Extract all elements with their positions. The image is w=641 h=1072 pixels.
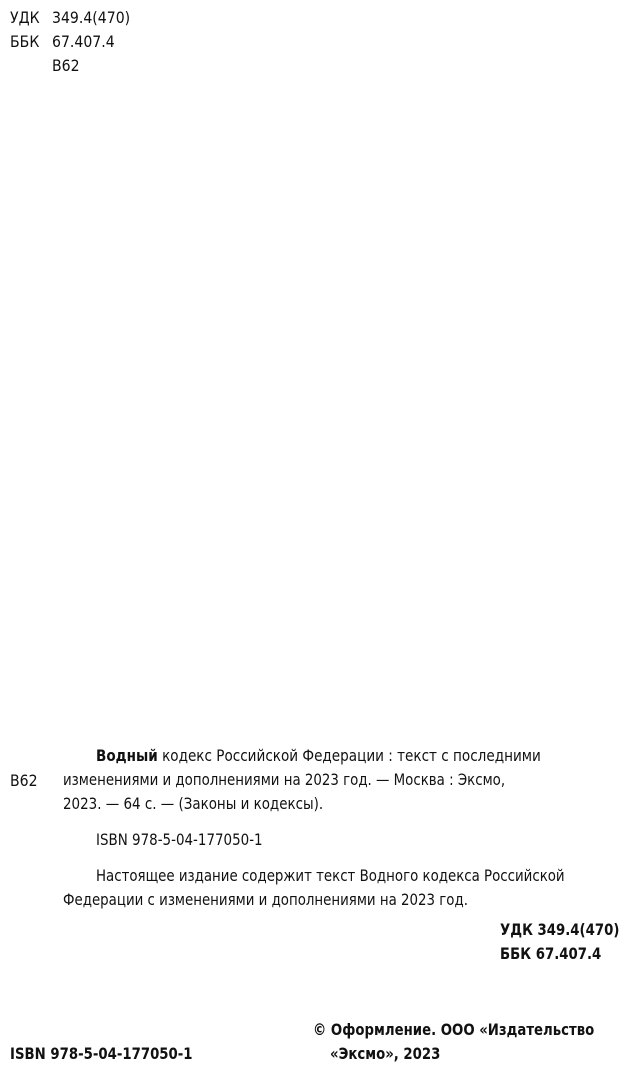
entry-isbn: ISBN 978-5-04-177050-1 [96,830,263,849]
bbk-bottom: ББК 67.407.4 [500,944,602,963]
author-mark-top: В62 [52,56,80,75]
entry-line-1-rest: кодекс Российской Федерации : текст с последними [157,746,541,765]
footer-isbn: ISBN 978-5-04-177050-1 [10,1044,193,1063]
bbk-label: ББК [10,32,40,51]
entry-line-2: изменениями и дополнениями на 2023 год. — Москва : Эксмо, [63,770,506,789]
copyright-line-2: «Эксмо», 2023 [330,1044,441,1063]
entry-line-1 [96,745,621,767]
udk-value: 349.4(470) [52,8,131,27]
annotation-line-1: Настоящее издание содержит текст Водного кодекса Российской [96,866,565,885]
copyright-line-1: © Оформление. ООО «Издательство [313,1020,595,1039]
entry-title-bold: Водный [96,746,158,765]
annotation-line-2: Федерации с изменениями и дополнениями на 2023 год. [63,890,468,909]
udk-label: УДК [10,8,40,27]
bbk-value: 67.407.4 [52,32,115,51]
entry-line-3: 2023. — 64 с. — (Законы и кодексы). [63,794,324,813]
udk-bottom: УДК 349.4(470) [500,920,620,939]
author-mark-entry: В62 [10,771,38,790]
